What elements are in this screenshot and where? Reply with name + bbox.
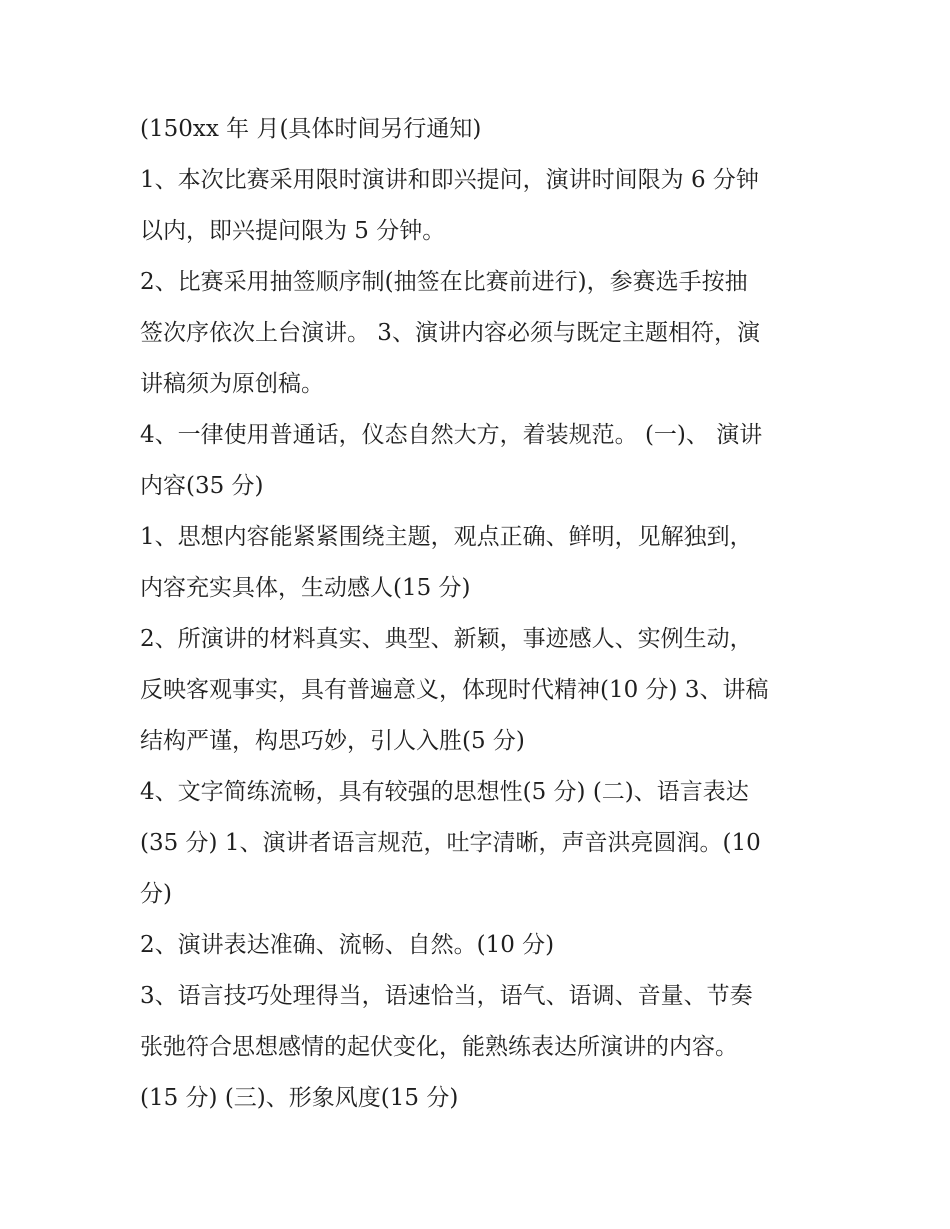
text-line: 内容充实具体，生动感人(15 分) bbox=[140, 575, 471, 601]
text-line: 2、比赛采用抽签顺序制(抽签在比赛前进行)，参赛选手按抽 bbox=[140, 269, 748, 295]
text-line: 2、演讲表达准确、流畅、自然。(10 分) bbox=[140, 932, 555, 958]
text-line: 以内，即兴提问限为 5 分钟。 bbox=[140, 218, 446, 244]
text-line: 签次序依次上台演讲。 3、演讲内容必须与既定主题相符，演 bbox=[140, 320, 760, 346]
document-body bbox=[140, 104, 820, 1124]
text-line: 1、本次比赛采用限时演讲和即兴提问，演讲时间限为 6 分钟 bbox=[140, 167, 759, 193]
text-line: (35 分) 1、演讲者语言规范，吐字清晰，声音洪亮圆润。(10 bbox=[140, 830, 761, 856]
text-line: 分) bbox=[140, 881, 172, 907]
text-line: 4、一律使用普通话，仪态自然大方，着装规范。 (一)、 演讲 bbox=[140, 422, 763, 448]
text-line: 3、语言技巧处理得当，语速恰当，语气、语调、音量、节奏 bbox=[140, 983, 753, 1009]
text-line: 反映客观事实，具有普遍意义，体现时代精神(10 分) 3、讲稿 bbox=[140, 677, 769, 703]
text-line: 4、文字简练流畅，具有较强的思想性(5 分) (二)、语言表达 bbox=[140, 779, 749, 805]
text-line: 讲稿须为原创稿。 bbox=[140, 371, 324, 397]
text-line: 1、思想内容能紧紧围绕主题，观点正确、鲜明，见解独到， bbox=[140, 524, 753, 550]
text-line: (150xx 年 月(具体时间另行通知) bbox=[140, 116, 482, 142]
text-line: 结构严谨，构思巧妙，引人入胜(5 分) bbox=[140, 728, 525, 754]
text-line: 内容(35 分) bbox=[140, 473, 264, 499]
text-line: (15 分) (三)、形象风度(15 分) bbox=[140, 1085, 459, 1111]
text-line: 张弛符合思想感情的起伏变化，能熟练表达所演讲的内容。 bbox=[140, 1034, 738, 1060]
text-line: 2、所演讲的材料真实、典型、新颖，事迹感人、实例生动， bbox=[140, 626, 753, 652]
